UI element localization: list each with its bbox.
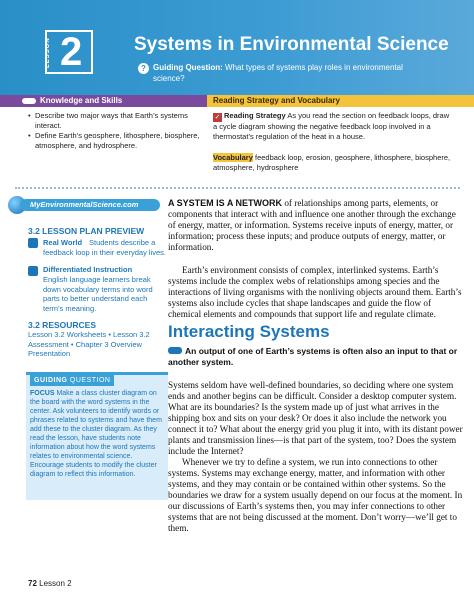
page-number: 72 [28, 579, 37, 588]
differentiated-text: English language learners break down vocabulary terms into word parts to better understand each term’s meaning. [43, 275, 153, 313]
footer-label: Lesson 2 [39, 579, 72, 588]
dotted-divider [15, 187, 460, 189]
focus-body: Make a class cluster diagram on the board with the word systems in the center. Ask volunteers to identify words or phrases related to systems and have them add these to the cluster diagram. As they read the lesson, have students note information about how the word systems relates to environmental science. Encourage students to modify the cluster diagram to reflect this information. [30, 390, 162, 478]
objective-item: • Define Earth’s geosphere, lithosphere, biosphere, atmosphere, and hydrosphere. [28, 131, 203, 150]
lesson-word: LESSON [45, 37, 51, 68]
subhead-text: An output of one of Earth’s systems is often also an input to that or another system. [168, 346, 458, 367]
differentiated-icon [28, 266, 38, 276]
intro-lead: A SYSTEM IS A NETWORK [168, 198, 283, 208]
checkmark-icon: ✓ [214, 114, 221, 121]
reading-strategy-bar: Reading Strategy and Vocabulary [207, 95, 474, 107]
question-icon: ? [138, 63, 149, 74]
focus-label: FOCUS [30, 390, 55, 397]
site-link-label: MyEnvironmentalScience.com [20, 199, 160, 211]
reading-strategy-text: As you read the section on feedback loops, draw a cycle diagram showing the negative feedback loop involved in a thermostat’s regulation of the heat in a house. [213, 111, 450, 141]
lesson-plan-title: 3.2 LESSON PLAN PREVIEW [28, 226, 145, 236]
guiding-label-rest: QUESTION [69, 377, 111, 384]
vocabulary-label: Vocabulary [213, 153, 253, 162]
guiding-question [153, 62, 433, 84]
site-link[interactable] [8, 196, 160, 214]
guiding-question-label: Guiding Question: [153, 63, 223, 72]
vocabulary [213, 153, 453, 172]
reading-strategy-label: Reading Strategy [224, 111, 286, 120]
guiding-question-label [30, 375, 114, 386]
real-world-text: Students describe a feedback loop in their everyday lives. [43, 238, 166, 257]
lesson-number: 2 [60, 30, 83, 74]
focus-text [30, 389, 166, 479]
page-title: Systems in Environmental Science [134, 34, 449, 55]
arrow-icon [22, 98, 36, 104]
knowledge-skills-label: Knowledge and Skills [40, 96, 123, 105]
differentiated-label: Differentiated Instruction [43, 265, 133, 274]
knowledge-skills-bar [0, 95, 207, 107]
vocabulary-text: feedback loop, erosion, geosphere, lithosphere, biosphere, atmosphere, hydrosphere [213, 153, 451, 172]
real-world-icon [28, 238, 38, 248]
environment-paragraph: Earth’s environment consists of complex, interlinked systems. Earth’s systems include the complex webs of relationships among species and the interactions of living organisms with the nonliving objects around them. Earth’s systems also include cycles that shape landscapes and guide the flow of chemical elements and compounds that support life and regulate climate. [168, 265, 462, 319]
boundaries-paragraph: Systems seldom have well-defined boundaries, so deciding where one system ends and another begins can be difficult. Consider a desktop computer system. What are its boundaries? Is the system made up of just what arrives in the shipping box and sits on your desk? Or does it also include the network you connect it to? What about the energy grid you plug it into, with its distant power plants and transmission lines—is that part of the system, too? Does the system include the Internet? [168, 380, 463, 456]
section-subhead [168, 346, 468, 367]
section-heading: Interacting Systems [168, 322, 330, 341]
reading-strategy [213, 111, 453, 141]
resources-text: Lesson 3.2 Worksheets • Lesson 3.2 Assessment • Chapter 3 Overview Presentation [28, 330, 150, 358]
guiding-question-text: What types of systems play roles in environmental science? [153, 63, 403, 83]
objectives-list [28, 111, 203, 151]
guiding-label-bold: GUIDING [34, 377, 68, 384]
arrow-icon [168, 347, 182, 354]
objective-item: • Describe two major ways that Earth’s systems interact. [28, 111, 203, 130]
resources-title: 3.2 RESOURCES [28, 320, 97, 330]
real-world-label: Real World [43, 238, 83, 247]
page-footer [28, 579, 72, 588]
intro-text: of relationships among parts, elements, or components that interact with and influence one another through the exchange of energy, matter, or information. Systems receive inputs of energy, matter, or information; process these inputs; and produce outputs of energy, matter, or information. [168, 198, 456, 252]
connections-paragraph: Whenever we try to define a system, we run into connections to other systems. Systems may exchange energy, matter, and information with other systems, and they may contain or be contained within other systems. So the boundaries we draw for a system usually depend on our focus at the moment. In our discussions of Earth’s systems then, you may infer connections to other systems that are not being discussed at the moment. Don’t worry—we’ll get to them. [168, 457, 463, 533]
intro-paragraph [168, 198, 464, 253]
